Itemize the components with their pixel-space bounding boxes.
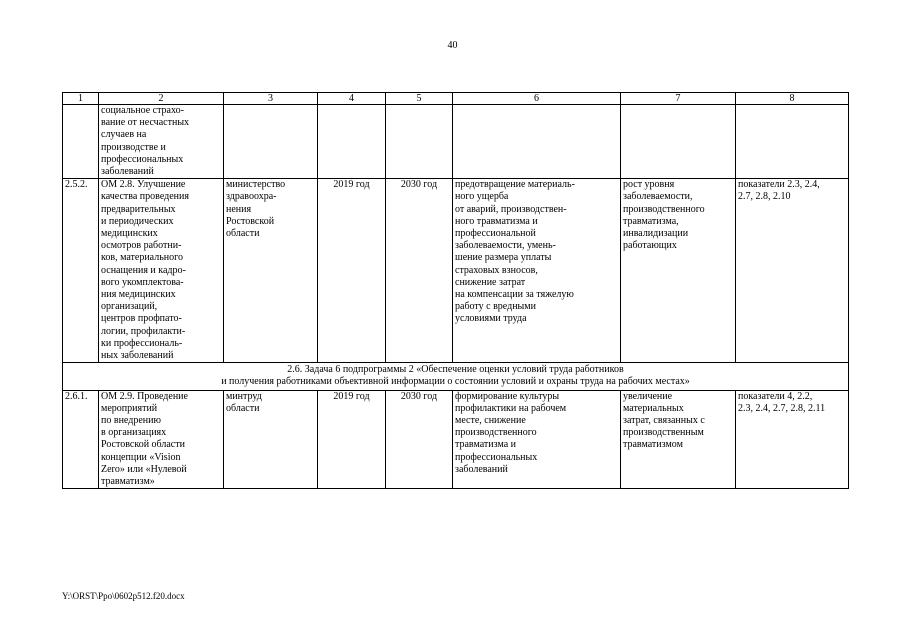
- executor-cell: минтруд области: [224, 390, 318, 489]
- continuation-num-cell: [63, 105, 99, 179]
- executor-cell: министерство здравоохра- нения Ростовской области: [224, 179, 318, 363]
- row-number-cell: 2.5.2.: [63, 179, 99, 363]
- consequences-cell: увеличение материальных затрат, связанных с производственным травматизмом: [621, 390, 736, 489]
- start-year-cell: 2019 год: [318, 390, 386, 489]
- task-heading-cell: 2.6. Задача 6 подпрограммы 2 «Обеспечение оценки условий труда работников и получения работниками объективной информации о состоянии условий и охраны труда на рабочих местах»: [63, 363, 849, 390]
- indicators-cell: показатели 2.3, 2.4, 2.7, 2.8, 2.10: [736, 179, 849, 363]
- expected-result-cell: формирование культуры профилактики на рабочем месте, снижение производственного травматизма и профессиональных заболеваний: [453, 390, 621, 489]
- continuation-name-cell: социальное страхо- вание от несчастных случаев на производстве и профессиональных заболеваний: [99, 105, 224, 179]
- file-path-footer: Y:\ORST\Ppo\0602p512.f20.docx: [62, 591, 185, 601]
- column-header-4: 4: [318, 93, 386, 105]
- indicators-cell: показатели 4, 2.2, 2.3, 2.4, 2.7, 2.8, 2.11: [736, 390, 849, 489]
- column-header-2: 2: [99, 93, 224, 105]
- start-year-cell: 2019 год: [318, 179, 386, 363]
- row-number-cell: 2.6.1.: [63, 390, 99, 489]
- column-header-3: 3: [224, 93, 318, 105]
- program-table: [62, 92, 849, 489]
- column-header-7: 7: [621, 93, 736, 105]
- column-header-5: 5: [386, 93, 453, 105]
- measure-name-cell: ОМ 2.8. Улучшение качества проведения предварительных и периодических медицинских осмотров работни- ков, материального оснащения и кадро- вого укомплектова- ния медицинских организаций, центров профпато- логии, профилакти- ки профессиональ- ных заболеваний: [99, 179, 224, 363]
- page-number: 40: [447, 40, 458, 51]
- consequences-cell: рост уровня заболеваемости, производственного травматизма, инвалидизации работающих: [621, 179, 736, 363]
- task-heading-row: [63, 363, 849, 390]
- expected-result-cell: предотвращение материаль- ного ущерба от аварий, производствен- ного травматизма и профессиональной заболеваемости, умень- шение размера уплаты страховых взносов, снижение затрат на компенсации за тяжелую работу с вредными условиями труда: [453, 179, 621, 363]
- measure-name-cell: ОМ 2.9. Проведение мероприятий по внедрению в организациях Ростовской области концепции «Vision Zero» или «Нулевой травматизм»: [99, 390, 224, 489]
- continuation-result-cell: [453, 105, 621, 179]
- continuation-start-cell: [318, 105, 386, 179]
- continuation-executor-cell: [224, 105, 318, 179]
- table-row-continuation: [63, 105, 849, 179]
- end-year-cell: 2030 год: [386, 390, 453, 489]
- table-row-2-5-2: [63, 179, 849, 363]
- column-header-8: 8: [736, 93, 849, 105]
- table-row-2-6-1: [63, 390, 849, 489]
- continuation-end-cell: [386, 105, 453, 179]
- end-year-cell: 2030 год: [386, 179, 453, 363]
- column-number-row: [63, 93, 849, 105]
- continuation-indicators-cell: [736, 105, 849, 179]
- continuation-consequences-cell: [621, 105, 736, 179]
- column-header-1: 1: [63, 93, 99, 105]
- column-header-6: 6: [453, 93, 621, 105]
